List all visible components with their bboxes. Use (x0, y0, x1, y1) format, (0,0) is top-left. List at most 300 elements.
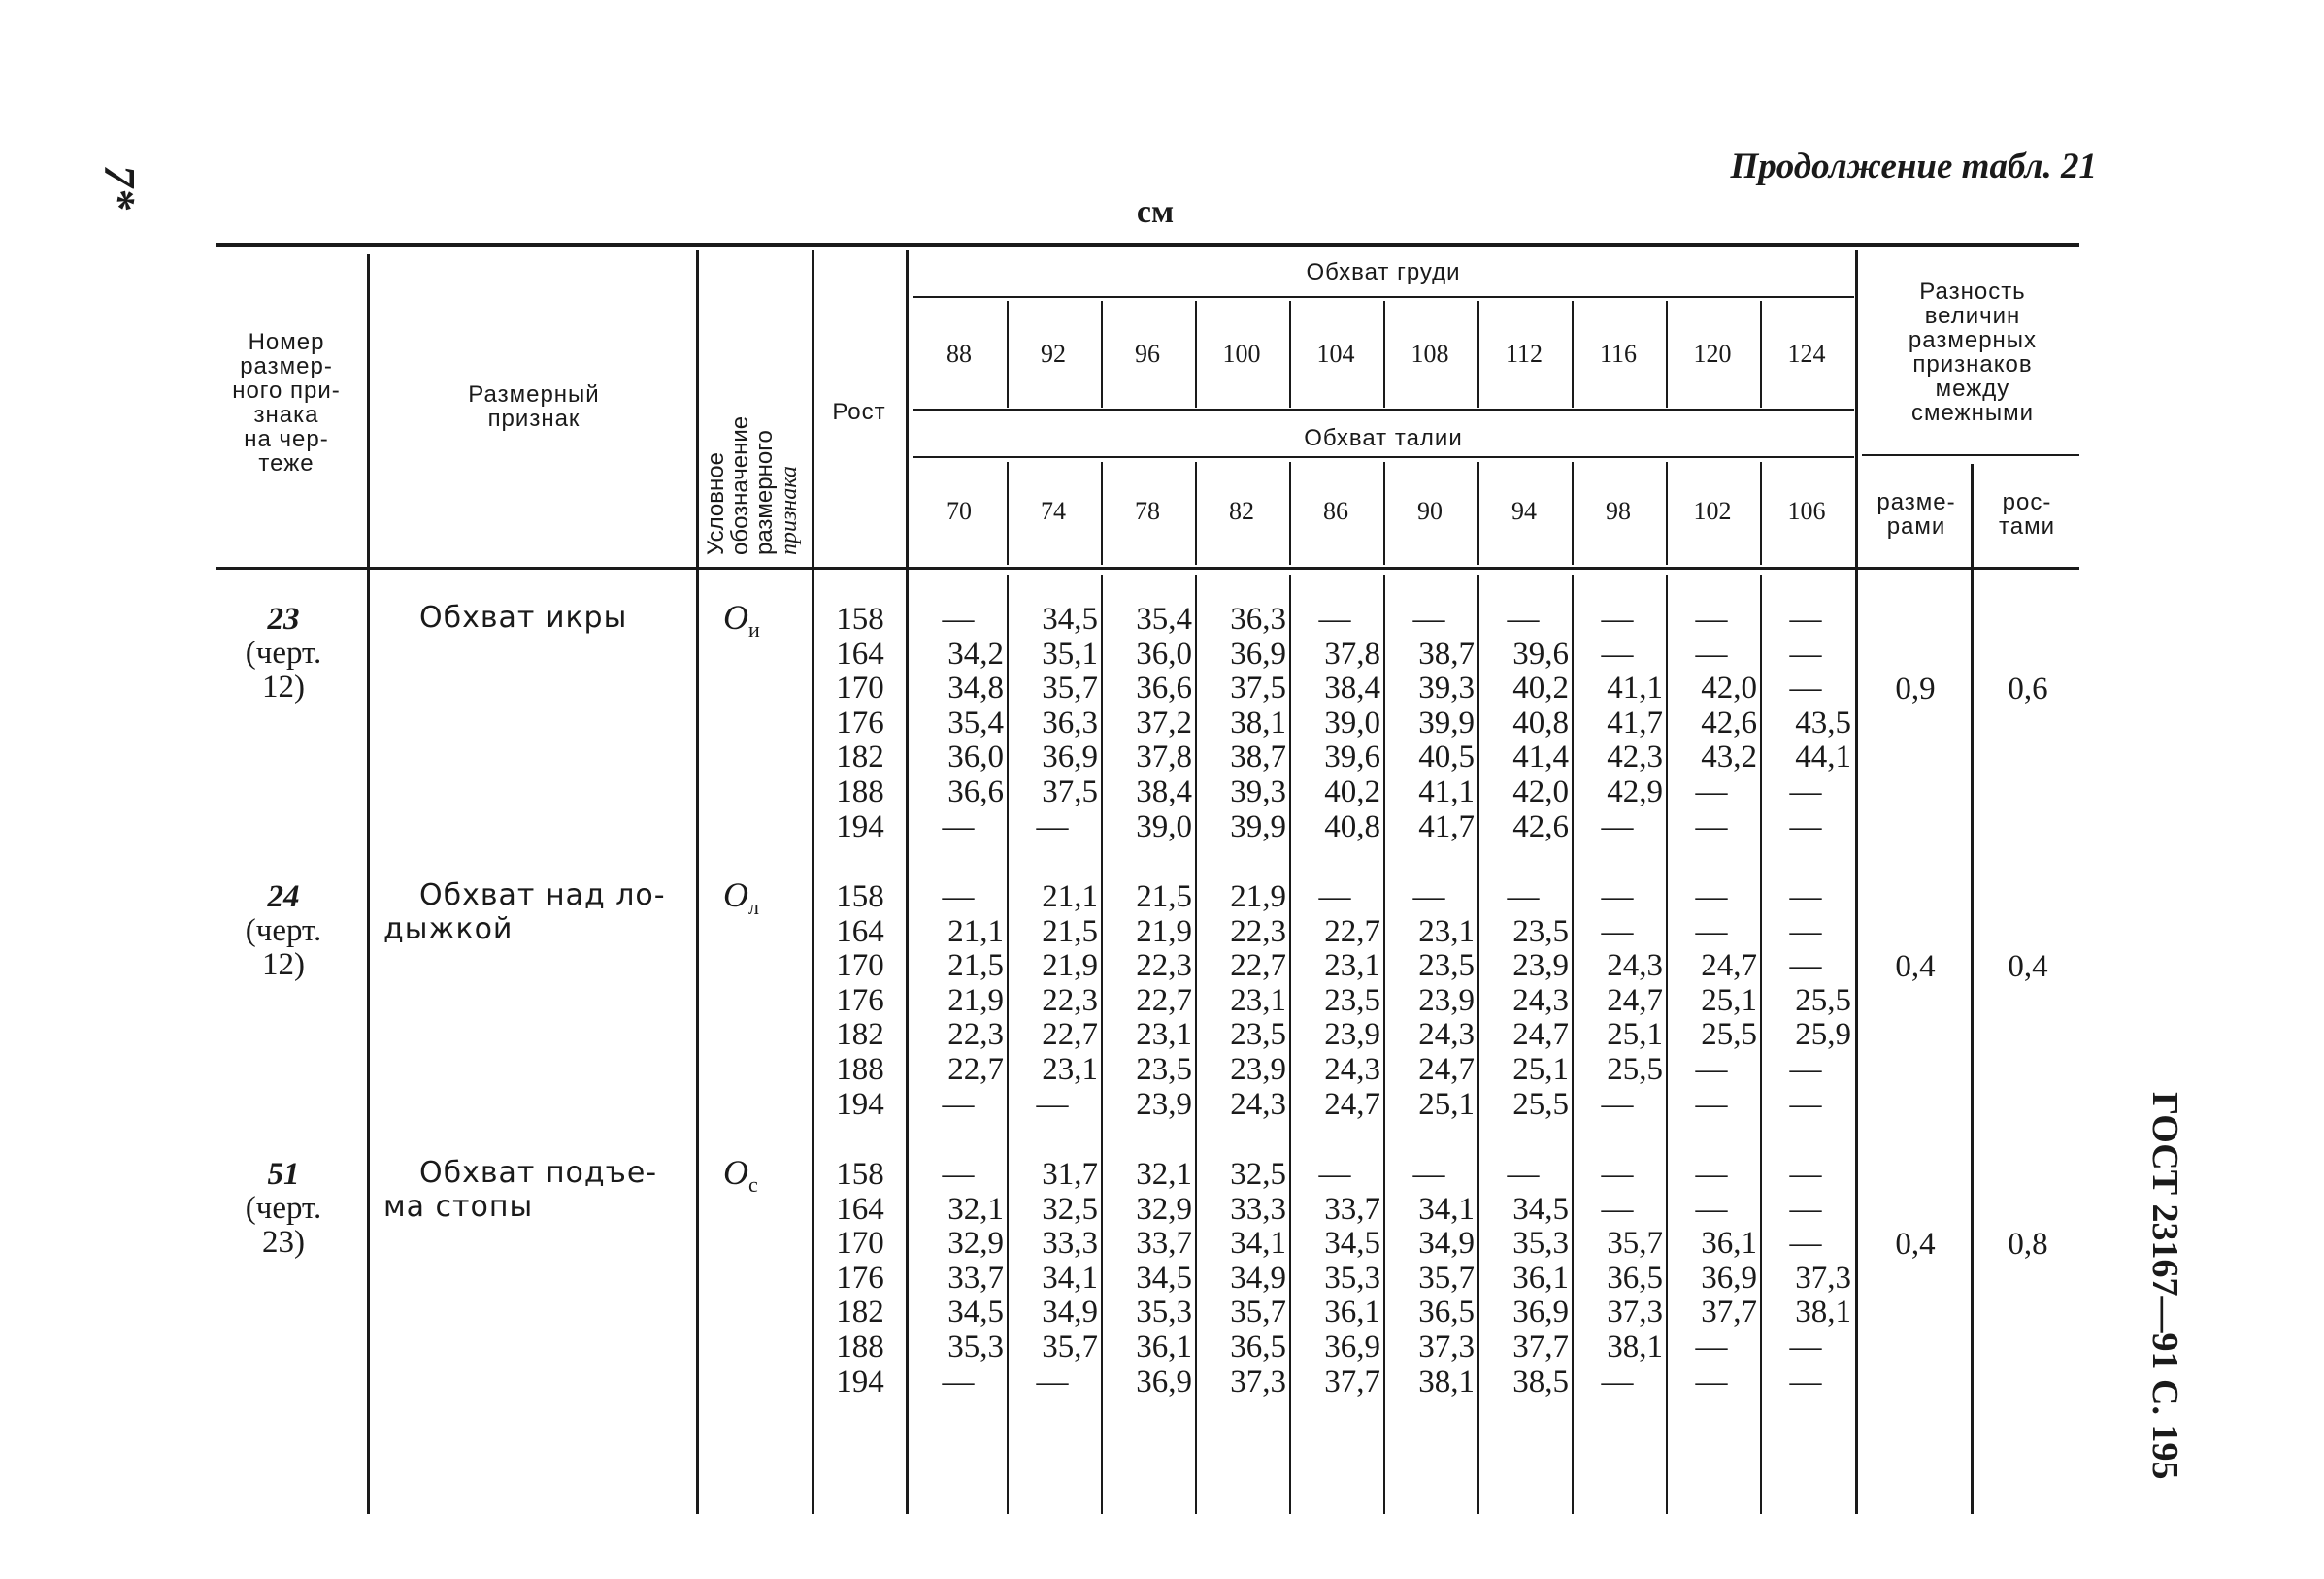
chest-girth-value: 124 (1787, 340, 1826, 368)
header-diff-sizes (1862, 490, 1971, 539)
diff-between-sizes: 0,4 (1895, 949, 1936, 984)
measurement-cell: 35,7 (1042, 671, 1098, 707)
height-value: 182 (836, 740, 884, 775)
symbol-base: О (723, 598, 748, 637)
measurement-cell: 34,9 (1418, 1226, 1475, 1262)
measurement-cell: — (1601, 1191, 1634, 1227)
height-value: 164 (836, 913, 884, 949)
measurement-cell: — (942, 808, 975, 844)
measurement-cell: — (1412, 1157, 1445, 1192)
height-value: 164 (836, 1191, 884, 1227)
measurement-cell: 40,8 (1512, 705, 1569, 740)
chest-girth-value: 116 (1599, 340, 1638, 368)
measurement-cell: 39,0 (1136, 808, 1192, 844)
header-height: Рост (832, 399, 886, 425)
measurement-cell: 25,5 (1512, 1086, 1569, 1122)
measurement-cell: 23,5 (1324, 982, 1380, 1018)
measurement-cell: 37,3 (1607, 1295, 1663, 1331)
measurement-cell: 32,9 (947, 1226, 1004, 1262)
measurement-column (1572, 1158, 1663, 1399)
measurement-cell: 35,7 (1042, 1329, 1098, 1365)
height-value: 176 (836, 705, 884, 740)
diff-between-heights: 0,4 (2008, 949, 2048, 984)
diff-between-heights: 0,8 (2008, 1227, 2048, 1262)
measurement-column (1383, 603, 1475, 844)
divider-height-data (906, 250, 909, 1514)
measurement-cell: 34,5 (1512, 1191, 1569, 1227)
measurement-cell: 35,1 (1042, 636, 1098, 672)
measurement-cell: — (1789, 1086, 1822, 1122)
measurement-column (1760, 880, 1851, 1122)
header-symbol (704, 416, 802, 555)
standard-page-reference: ГОСТ 23167—91 С. 195 (2144, 1092, 2185, 1480)
height-value: 158 (836, 879, 884, 914)
measurement-cell: — (1695, 636, 1728, 672)
measurement-cell: 32,5 (1230, 1157, 1286, 1192)
measurement-cell: 36,3 (1230, 602, 1286, 637)
height-value: 188 (836, 1329, 884, 1365)
measurement-cell: — (1789, 602, 1822, 637)
measurement-cell: — (1695, 1364, 1728, 1399)
measurement-cell: 41,7 (1418, 808, 1475, 844)
measurement-cell: 24,7 (1418, 1051, 1475, 1087)
divider-diff-inner (1971, 464, 1974, 1514)
measurement-column (1289, 880, 1380, 1122)
measurement-cell: — (942, 1086, 975, 1122)
measurement-column (1760, 603, 1851, 844)
header-diff-line: признаков (1912, 351, 2033, 378)
measurement-cell: 41,1 (1607, 671, 1663, 707)
measurement-cell: 22,7 (1136, 982, 1192, 1018)
measurement-column (1666, 880, 1757, 1122)
chest-girth-value: 104 (1316, 340, 1355, 368)
divider-feature-symbol (696, 250, 699, 1514)
measurement-cell: 37,3 (1230, 1364, 1286, 1399)
measurement-cell: 39,3 (1418, 671, 1475, 707)
height-values (816, 603, 904, 844)
measurement-cell: 24,7 (1512, 1017, 1569, 1053)
header-symbol-line (777, 416, 802, 555)
units-label: см (1136, 194, 1175, 230)
measurement-cell: 38,5 (1512, 1364, 1569, 1399)
top-rule (216, 243, 2079, 247)
measurement-column (1195, 603, 1286, 844)
height-value: 188 (836, 773, 884, 809)
measurement-column (1007, 880, 1098, 1122)
measurement-cell: 34,5 (1042, 602, 1098, 637)
measurement-cell: — (1601, 808, 1634, 844)
chest-girth-value: 88 (946, 340, 972, 368)
measurement-cell: 21,9 (1042, 948, 1098, 984)
header-diff-heights-line: тами (1999, 513, 2055, 540)
measurement-cell: 33,7 (1136, 1226, 1192, 1262)
chest-girth-value: 92 (1041, 340, 1066, 368)
measurement-cell: 42,0 (1512, 773, 1569, 809)
measurement-column (1101, 1158, 1192, 1399)
waist-girth-label: Обхват талии (1304, 425, 1463, 451)
measurement-column (1007, 603, 1098, 844)
measurement-column (1760, 1158, 1851, 1399)
measurement-cell: 36,9 (1230, 636, 1286, 672)
measurement-cell: 36,3 (1042, 705, 1098, 740)
measurement-cell: 36,9 (1701, 1260, 1757, 1296)
measurement-cell: — (1412, 602, 1445, 637)
measurement-cell: — (1789, 1364, 1822, 1399)
drawing-reference: 23) (262, 1225, 305, 1260)
measurement-cell: 41,4 (1512, 740, 1569, 775)
drawing-reference: 12) (262, 947, 305, 982)
feature-name-line: ма стопы (383, 1190, 534, 1224)
measurement-cell: 37,3 (1795, 1260, 1851, 1296)
measurement-cell: 37,3 (1418, 1329, 1475, 1365)
measurement-cell: 35,3 (1512, 1226, 1569, 1262)
measurement-column (913, 1158, 1004, 1399)
measurement-cell: — (1789, 1051, 1822, 1087)
measurement-cell: 36,1 (1324, 1295, 1380, 1331)
header-diff-line: между (1935, 376, 2010, 402)
header-number-line: ного при- (232, 378, 341, 404)
drawing-reference: (черт. (245, 636, 322, 671)
measurement-cell: 36,9 (1136, 1364, 1192, 1399)
diff-between-sizes: 0,9 (1895, 672, 1936, 707)
measurement-cell: 42,9 (1607, 773, 1663, 809)
measurement-cell: 32,9 (1136, 1191, 1192, 1227)
measurement-cell: 33,3 (1230, 1191, 1286, 1227)
divider-symbol-height (812, 250, 814, 1514)
measurement-cell: — (1601, 1086, 1634, 1122)
height-value: 194 (836, 808, 884, 844)
measurement-cell: 43,2 (1701, 740, 1757, 775)
measurement-cell: 25,1 (1701, 982, 1757, 1018)
feature-name (383, 878, 666, 946)
measurement-cell: — (1036, 808, 1069, 844)
measurement-cell: — (1601, 913, 1634, 949)
header-symbol-italic: признака (777, 466, 802, 555)
measurement-cell: 32,1 (947, 1191, 1004, 1227)
waist-girth-value: 90 (1417, 497, 1443, 525)
measurement-cell: — (1789, 636, 1822, 672)
measurement-cell: 37,5 (1230, 671, 1286, 707)
measurement-cell: 23,1 (1136, 1017, 1192, 1053)
measurement-cell: 25,9 (1795, 1017, 1851, 1053)
symbol-subscript: с (748, 1172, 758, 1198)
measurement-cell: 39,9 (1230, 808, 1286, 844)
header-diff-sizes-line: рами (1886, 513, 1946, 540)
measurement-cell: — (1789, 1226, 1822, 1262)
feature-number (216, 1158, 351, 1260)
measurement-cell: 21,1 (1042, 879, 1098, 914)
measurement-cell: 34,2 (947, 636, 1004, 672)
height-value: 194 (836, 1364, 884, 1399)
measurement-cell: 35,4 (1136, 602, 1192, 637)
measurement-cell: 31,7 (1042, 1157, 1098, 1192)
measurement-cell: 33,7 (1324, 1191, 1380, 1227)
measurement-column (1477, 1158, 1569, 1399)
measurement-cell: 42,0 (1701, 671, 1757, 707)
measurement-cell: — (1036, 1364, 1069, 1399)
measurement-cell: — (1695, 1086, 1728, 1122)
header-number-line: размер- (240, 353, 333, 379)
measurement-cell: 25,5 (1701, 1017, 1757, 1053)
measurement-cell: 34,9 (1042, 1295, 1098, 1331)
chest-girth-value: 96 (1135, 340, 1160, 368)
measurement-column (1101, 880, 1192, 1122)
measurement-cell: 42,6 (1512, 808, 1569, 844)
measurement-cell: 36,1 (1701, 1226, 1757, 1262)
header-feature (408, 382, 660, 431)
measurement-cell: 34,5 (1324, 1226, 1380, 1262)
measurement-cell: — (1036, 1086, 1069, 1122)
measurement-cell: 25,5 (1607, 1051, 1663, 1087)
measurement-cell: 38,1 (1418, 1364, 1475, 1399)
measurement-cell: 25,1 (1418, 1086, 1475, 1122)
measurement-cell: 24,7 (1701, 948, 1757, 984)
measurement-cell: 38,1 (1230, 705, 1286, 740)
measurement-cell: 37,7 (1701, 1295, 1757, 1331)
measurement-cell: — (1695, 602, 1728, 637)
measurement-cell: — (1789, 879, 1822, 914)
measurement-cell: — (942, 1157, 975, 1192)
measurement-cell: 22,3 (1230, 913, 1286, 949)
header-feature-line: признак (487, 406, 581, 432)
measurement-cell: — (1601, 1364, 1634, 1399)
measurement-cell: — (1412, 879, 1445, 914)
measurement-cell: 38,7 (1230, 740, 1286, 775)
measurement-cell: 23,5 (1418, 948, 1475, 984)
measurement-cell: 42,6 (1701, 705, 1757, 740)
diff-subheader-rule (1862, 454, 2079, 456)
height-value: 170 (836, 1226, 884, 1262)
measurement-cell: 33,3 (1042, 1226, 1098, 1262)
feature-number-value: 51 (267, 1157, 300, 1192)
measurement-cell: 41,1 (1418, 773, 1475, 809)
measurement-cell: 34,1 (1230, 1226, 1286, 1262)
header-diff-line: величин (1924, 303, 2021, 329)
measurement-cell: 21,1 (947, 913, 1004, 949)
measurement-cell: 22,3 (947, 1017, 1004, 1053)
measurement-cell: 24,3 (1512, 982, 1569, 1018)
chest-values-rule (913, 409, 1854, 411)
header-number-line: на чер- (244, 426, 329, 452)
measurement-column (1101, 603, 1192, 844)
measurement-column (1007, 1158, 1098, 1399)
measurement-cell: 35,7 (1607, 1226, 1663, 1262)
measurement-cell: 38,7 (1418, 636, 1475, 672)
measurement-cell: — (1601, 602, 1634, 637)
measurement-column (1383, 880, 1475, 1122)
measurement-cell: 36,6 (947, 773, 1004, 809)
measurement-cell: 24,7 (1324, 1086, 1380, 1122)
waist-girth-value: 98 (1606, 497, 1631, 525)
header-diff-line: смежными (1910, 400, 2035, 426)
drawing-reference: 12) (262, 670, 305, 705)
feature-name (383, 1156, 657, 1224)
header-symbol-line: обозначение (727, 415, 753, 555)
measurement-column (1195, 880, 1286, 1122)
measurement-cell: 23,1 (1042, 1051, 1098, 1087)
measurement-cell: 23,5 (1512, 913, 1569, 949)
waist-girth-value: 70 (946, 497, 972, 525)
measurement-cell: — (942, 1364, 975, 1399)
measurement-column (1477, 880, 1569, 1122)
header-diff-heights (1975, 490, 2079, 539)
measurement-cell: 38,1 (1607, 1329, 1663, 1365)
feature-name-line: Обхват над ло- (419, 878, 666, 912)
measurement-cell: 22,3 (1136, 948, 1192, 984)
measurement-cell: 24,7 (1607, 982, 1663, 1018)
feature-symbol (723, 874, 759, 920)
measurement-column (1289, 603, 1380, 844)
measurement-cell: 23,9 (1512, 948, 1569, 984)
measurement-cell: — (1695, 913, 1728, 949)
feature-number-value: 23 (267, 602, 300, 637)
measurement-cell: — (1601, 879, 1634, 914)
header-difference (1866, 280, 2079, 425)
measurement-cell: 39,0 (1324, 705, 1380, 740)
measurement-cell: 39,9 (1418, 705, 1475, 740)
feature-symbol (723, 1152, 758, 1198)
measurement-cell: 40,8 (1324, 808, 1380, 844)
measurement-cell: 35,3 (1324, 1260, 1380, 1296)
measurement-cell: 23,9 (1230, 1051, 1286, 1087)
header-number-line: знака (253, 402, 319, 428)
measurement-cell: 21,5 (1042, 913, 1098, 949)
measurement-cell: 32,5 (1042, 1191, 1098, 1227)
measurement-cell: 24,3 (1230, 1086, 1286, 1122)
measurement-cell: 40,2 (1324, 773, 1380, 809)
measurement-cell: 40,5 (1418, 740, 1475, 775)
measurement-cell: 22,7 (1230, 948, 1286, 984)
height-value: 182 (836, 1017, 884, 1053)
measurement-cell: 34,1 (1418, 1191, 1475, 1227)
measurement-cell: 36,5 (1607, 1260, 1663, 1296)
measurement-cell: — (1789, 808, 1822, 844)
header-diff-line: Разность (1919, 279, 2026, 305)
measurement-cell: 36,9 (1042, 740, 1098, 775)
measurement-cell: — (1507, 602, 1540, 637)
measurement-cell: 34,8 (947, 671, 1004, 707)
chest-girth-value: 100 (1222, 340, 1261, 368)
measurement-column (1383, 1158, 1475, 1399)
drawing-reference: (черт. (245, 1191, 322, 1226)
measurement-cell: 23,5 (1136, 1051, 1192, 1087)
measurement-cell: — (1789, 773, 1822, 809)
chest-girth-value: 112 (1505, 340, 1544, 368)
measurement-cell: — (1318, 1157, 1351, 1192)
height-value: 158 (836, 1157, 884, 1192)
measurement-cell: — (1507, 1157, 1540, 1192)
measurement-cell: 23,9 (1136, 1086, 1192, 1122)
measurement-cell: 23,1 (1418, 913, 1475, 949)
measurement-cell: — (1695, 773, 1728, 809)
measurement-cell: 32,1 (1136, 1157, 1192, 1192)
feature-number (216, 880, 351, 982)
height-value: 170 (836, 671, 884, 707)
measurement-cell: 23,9 (1324, 1017, 1380, 1053)
measurement-cell: — (1789, 948, 1822, 984)
measurement-cell: 21,5 (1136, 879, 1192, 914)
table-caption: Продолжение табл. 21 (1730, 147, 2097, 186)
measurement-cell: 39,6 (1512, 636, 1569, 672)
header-diff-line: размерных (1908, 327, 2038, 353)
measurement-cell: 24,3 (1418, 1017, 1475, 1053)
measurement-cell: 36,1 (1136, 1329, 1192, 1365)
margin-mark: 7* (95, 165, 145, 210)
measurement-cell: 38,4 (1136, 773, 1192, 809)
height-value: 176 (836, 982, 884, 1018)
measurement-cell: 22,7 (947, 1051, 1004, 1087)
measurement-cell: 34,1 (1042, 1260, 1098, 1296)
header-feature-line: Размерный (468, 381, 600, 408)
chest-girth-label: Обхват груди (1306, 259, 1461, 285)
measurement-column (913, 880, 1004, 1122)
measurement-cell: — (1695, 1191, 1728, 1227)
feature-name-line: дыжкой (383, 912, 514, 946)
measurement-cell: 35,4 (947, 705, 1004, 740)
symbol-base: О (723, 875, 748, 914)
measurement-cell: 22,7 (1042, 1017, 1098, 1053)
height-value: 164 (836, 636, 884, 672)
feature-number (216, 603, 351, 705)
measurement-cell: — (1695, 1051, 1728, 1087)
height-value: 194 (836, 1086, 884, 1122)
height-values (816, 880, 904, 1122)
measurement-cell: 34,5 (1136, 1260, 1192, 1296)
header-bottom-rule (216, 567, 2079, 570)
symbol-base: О (723, 1153, 748, 1192)
measurement-cell: — (1789, 1157, 1822, 1192)
waist-girth-value: 86 (1323, 497, 1348, 525)
measurement-cell: — (1601, 636, 1634, 672)
measurement-cell: — (1695, 1157, 1728, 1192)
measurement-column (1195, 1158, 1286, 1399)
waist-girth-value: 102 (1693, 497, 1732, 525)
divider-data-diff (1855, 250, 1858, 1514)
waist-girth-value: 94 (1511, 497, 1537, 525)
measurement-cell: 40,2 (1512, 671, 1569, 707)
measurement-cell: 42,3 (1607, 740, 1663, 775)
measurement-cell: — (942, 879, 975, 914)
measurement-cell: — (1789, 1191, 1822, 1227)
measurement-cell: 37,2 (1136, 705, 1192, 740)
measurement-cell: 44,1 (1795, 740, 1851, 775)
measurement-cell: 37,7 (1512, 1329, 1569, 1365)
chest-girth-value: 120 (1693, 340, 1732, 368)
measurement-cell: 36,5 (1418, 1295, 1475, 1331)
measurement-cell: — (1695, 1329, 1728, 1365)
feature-symbol (723, 597, 760, 642)
measurement-cell: — (1318, 879, 1351, 914)
measurement-cell: 25,1 (1607, 1017, 1663, 1053)
height-value: 158 (836, 602, 884, 637)
measurement-column (1572, 603, 1663, 844)
measurement-cell: 39,6 (1324, 740, 1380, 775)
height-value: 176 (836, 1260, 884, 1296)
header-symbol-line: размерного (751, 430, 778, 555)
feature-name-line: Обхват подъе- (419, 1156, 658, 1190)
measurement-column (913, 603, 1004, 844)
measurement-cell: 36,5 (1230, 1329, 1286, 1365)
measurement-cell: 37,8 (1136, 740, 1192, 775)
header-number (199, 330, 374, 476)
measurement-cell: 34,9 (1230, 1260, 1286, 1296)
header-number-line: теже (258, 450, 315, 477)
measurement-cell: 43,5 (1795, 705, 1851, 740)
measurement-cell: 23,1 (1230, 982, 1286, 1018)
measurement-cell: 21,9 (947, 982, 1004, 1018)
diff-between-heights: 0,6 (2008, 672, 2048, 707)
feature-name (383, 601, 627, 635)
